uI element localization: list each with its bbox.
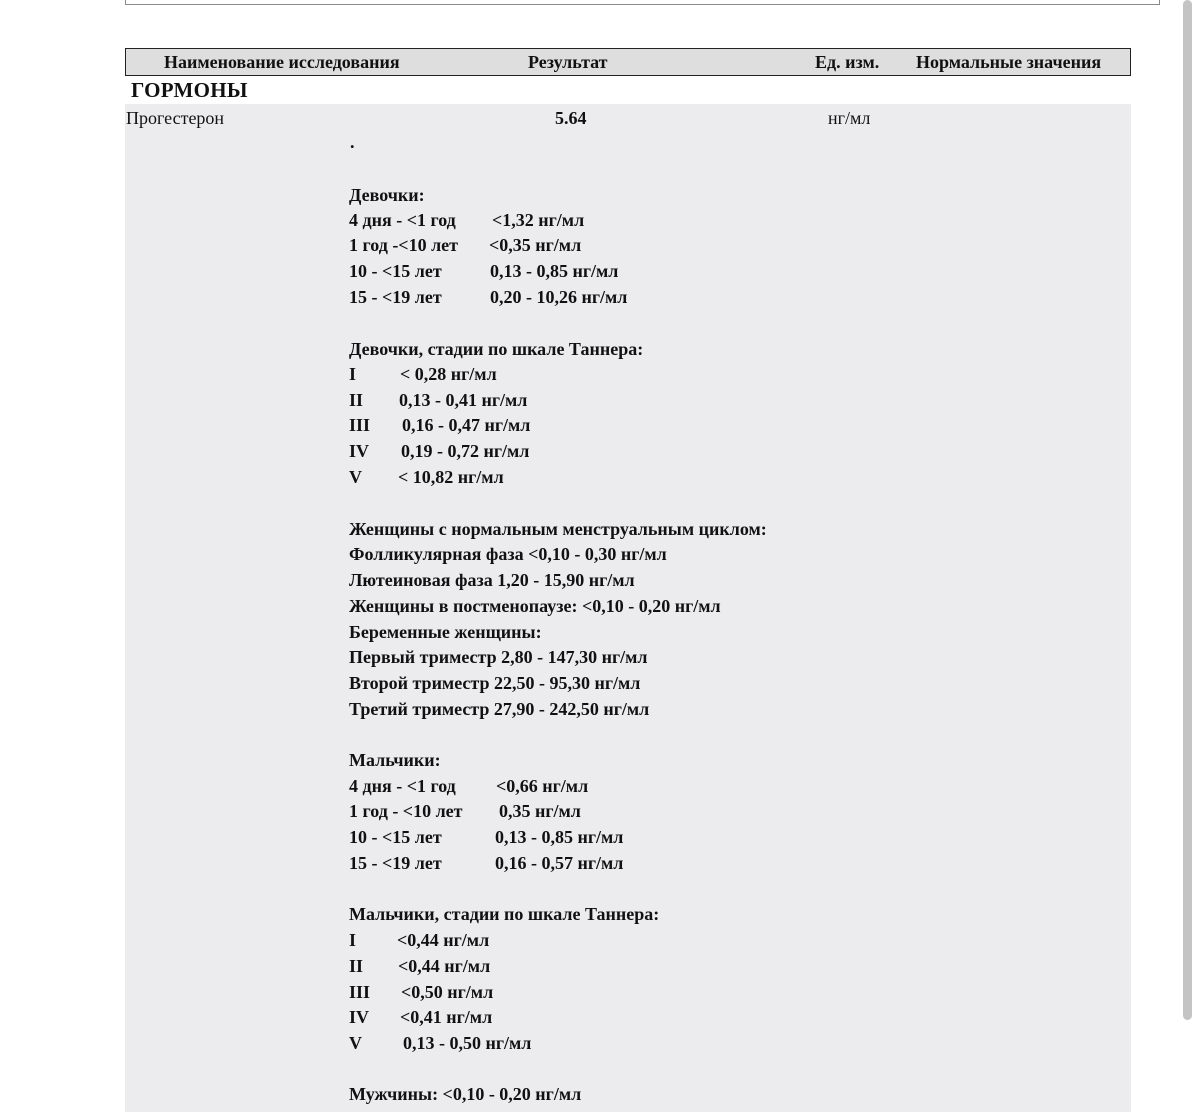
tanner-stage: III [349, 415, 371, 435]
tanner-range: 0,19 - 0,72 нг/мл [401, 441, 530, 461]
boys-range: <0,66 нг/мл [496, 776, 589, 796]
tanner-stage: II [349, 956, 364, 976]
girls-tanner-title: Девочки, стадии по шкале Таннера: [349, 339, 644, 359]
women-line: Женщины в постменопаузе: <0,10 - 0,20 нг/мл [349, 596, 721, 616]
header-result-column: Результат [528, 52, 608, 72]
tanner-range: <0,41 нг/мл [400, 1007, 493, 1027]
tanner-stage: V [349, 1033, 362, 1053]
girls-range: <0,35 нг/мл [489, 235, 582, 255]
tanner-stage: I [349, 364, 357, 384]
tanner-stage: IV [349, 1007, 370, 1027]
tanner-stage: II [349, 390, 364, 410]
marker-dot: . [350, 132, 355, 152]
boys-tanner-title: Мальчики, стадии по шкале Таннера: [349, 904, 660, 924]
tanner-stage: IV [349, 441, 370, 461]
girls-age: 1 год -<10 лет [349, 235, 458, 255]
girls-range: 0,20 - 10,26 нг/мл [490, 287, 628, 307]
boys-age: 4 дня - <1 год [349, 776, 456, 796]
header-norm-column: Нормальные значения [916, 52, 1102, 72]
tanner-range: <0,50 нг/мл [401, 982, 494, 1002]
tanner-range: <0,44 нг/мл [398, 956, 491, 976]
tanner-range: < 10,82 нг/мл [398, 467, 504, 487]
women-title: Женщины с нормальным менструальным циклом: [349, 519, 767, 539]
section-title: ГОРМОНЫ [131, 78, 248, 102]
men-range: Мужчины: <0,10 - 0,20 нг/мл [349, 1084, 582, 1104]
boys-title: Мальчики: [349, 750, 441, 770]
girls-range: <1,32 нг/мл [492, 210, 585, 230]
boys-age: 1 год - <10 лет [349, 801, 463, 821]
header-unit-column: Ед. изм. [815, 52, 880, 72]
boys-range: 0,16 - 0,57 нг/мл [495, 853, 624, 873]
girls-age: 4 дня - <1 год [349, 210, 456, 230]
girls-age: 15 - <19 лет [349, 287, 442, 307]
boys-age: 15 - <19 лет [349, 853, 442, 873]
test-value: 5.64 [555, 108, 587, 128]
boys-range: 0,35 нг/мл [499, 801, 581, 821]
tanner-range: <0,44 нг/мл [397, 930, 490, 950]
women-line: Лютеиновая фаза 1,20 - 15,90 нг/мл [349, 570, 635, 590]
girls-range: 0,13 - 0,85 нг/мл [490, 261, 619, 281]
scrollbar[interactable] [1183, 0, 1192, 1020]
boys-age: 10 - <15 лет [349, 827, 442, 847]
girls-title: Девочки: [349, 185, 425, 205]
boys-range: 0,13 - 0,85 нг/мл [495, 827, 624, 847]
women-line: Беременные женщины: [349, 622, 542, 642]
tanner-range: 0,16 - 0,47 нг/мл [402, 415, 531, 435]
tanner-range: 0,13 - 0,41 нг/мл [399, 390, 528, 410]
tanner-range: < 0,28 нг/мл [400, 364, 497, 384]
women-line: Второй триместр 22,50 - 95,30 нг/мл [349, 673, 641, 693]
tanner-stage: I [349, 930, 357, 950]
girls-age: 10 - <15 лет [349, 261, 442, 281]
previous-table-box [125, 0, 1160, 5]
women-line: Третий триместр 27,90 - 242,50 нг/мл [349, 699, 650, 719]
women-line: Первый триместр 2,80 - 147,30 нг/мл [349, 647, 648, 667]
tanner-range: 0,13 - 0,50 нг/мл [403, 1033, 532, 1053]
test-name: Прогестерон [126, 108, 225, 128]
table-header [125, 48, 1131, 76]
header-name-column: Наименование исследования [164, 52, 400, 72]
tanner-stage: III [349, 982, 371, 1002]
tanner-stage: V [349, 467, 362, 487]
test-unit: нг/мл [828, 108, 871, 128]
women-line: Фолликулярная фаза <0,10 - 0,30 нг/мл [349, 544, 667, 564]
